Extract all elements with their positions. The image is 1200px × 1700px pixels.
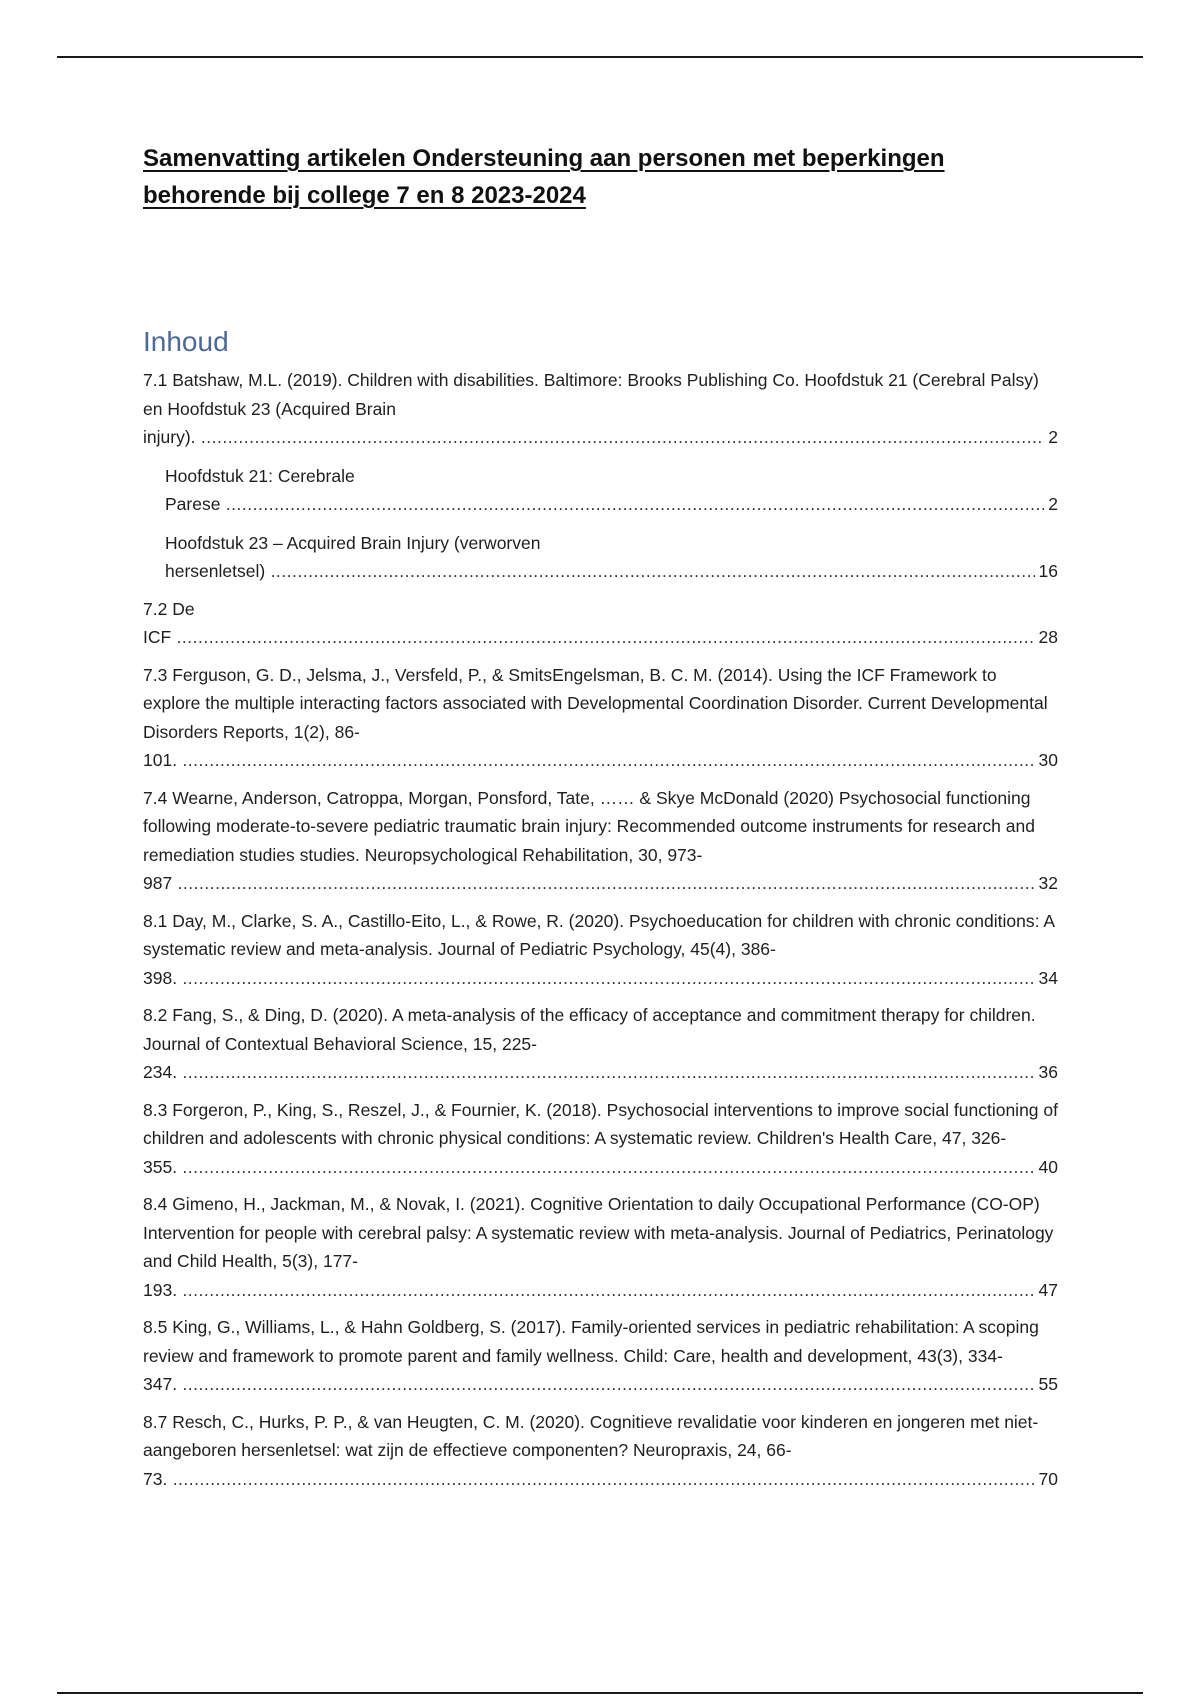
toc-entry-7-4[interactable]	[143, 784, 1058, 898]
toc-entry-page: 36	[1035, 1058, 1058, 1087]
toc-entry-8-1[interactable]	[143, 907, 1058, 993]
toc-heading: Inhoud	[143, 326, 229, 357]
toc-entry-hoofdstuk-23[interactable]	[143, 529, 1058, 586]
toc-entry-8-4[interactable]	[143, 1190, 1058, 1304]
toc-entry-page: 34	[1035, 964, 1058, 993]
toc-entry-text: 7.1 Batshaw, M.L. (2019). Children with disabilities. Baltimore: Brooks Publishing Co. Hoofdstuk 21 (Cerebral Palsy) en Hoofdstuk 23 (Acquired Brain injury). .....	[143, 370, 1058, 447]
toc-entry-text: 7.2 De ICF .....	[143, 599, 1058, 648]
toc-entry-text: 8.3 Forgeron, P., King, S., Reszel, J., & Fournier, K. (2018). Psychosocial interventions to improve social functioning of children and adolescents with chronic physical conditions: A systematic review. Children's Health Care, 47, 326-355. .....	[143, 1100, 1058, 1177]
toc-entry-page: 47	[1035, 1276, 1058, 1305]
toc-entry-7-3[interactable]	[143, 661, 1058, 775]
toc-entry-page: 2	[1044, 490, 1058, 519]
toc-entry-text: 7.4 Wearne, Anderson, Catroppa, Morgan, Ponsford, Tate, …… & Skye McDonald (2020) Psychosocial functioning following moderate-to-severe pediatric traumatic brain injury: Recommended outcome instruments for research and remediation studies studies. Neuropsychological Rehabilitation, 30, 973-987 .....	[143, 788, 1058, 894]
toc-entry-page: 30	[1035, 746, 1058, 775]
toc-entry-text: 8.2 Fang, S., & Ding, D. (2020). A meta-analysis of the efficacy of acceptance and commitment therapy for children. Journal of Contextual Behavioral Science, 15, 225-234. .....	[143, 1005, 1058, 1082]
document-title-line-2: behorende bij college 7 en 8 2023-2024	[143, 182, 586, 209]
toc-entry-text: 8.4 Gimeno, H., Jackman, M., & Novak, I. (2021). Cognitive Orientation to daily Occupational Performance (CO-OP) Intervention for people with cerebral palsy: A systematic review with meta-analysis. Journal of Pediatrics, Perinatology and Child Health, 5(3), 177-193. .....	[143, 1194, 1058, 1300]
toc-entry-page: 2	[1044, 423, 1058, 452]
toc-entry-text: 8.5 King, G., Williams, L., & Hahn Goldberg, S. (2017). Family-oriented services in pediatric rehabilitation: A scoping review and framework to promote parent and family wellness. Child: Care, health and development, 43(3), 334-347. .....	[143, 1317, 1058, 1394]
toc-entry-text: 8.1 Day, M., Clarke, S. A., Castillo-Eito, L., & Rowe, R. (2020). Psychoeducation for children with chronic conditions: A systematic review and meta-analysis. Journal of Pediatric Psychology, 45(4), 386-398. .....	[143, 911, 1058, 988]
toc-entry-text: Hoofdstuk 23 – Acquired Brain Injury (verworven hersenletsel) .....	[165, 533, 1058, 582]
toc-entry-text: 8.7 Resch, C., Hurks, P. P., & van Heugten, C. M. (2020). Cognitieve revalidatie voor kinderen en jongeren met niet-aangeboren hersenletsel: wat zijn de effectieve componenten? Neuropraxis, 24, 66-73. .....	[143, 1412, 1058, 1489]
toc-entry-8-3[interactable]	[143, 1096, 1058, 1182]
toc-entry-8-2[interactable]	[143, 1001, 1058, 1087]
toc-entry-text: 7.3 Ferguson, G. D., Jelsma, J., Versfeld, P., & SmitsEngelsman, B. C. M. (2014). Using the ICF Framework to explore the multiple interacting factors associated with Developmental Coordination Disorder. Current Developmental Disorders Reports, 1(2), 86-101. .....	[143, 665, 1058, 771]
header-rule	[57, 56, 1143, 58]
toc-entry-page: 28	[1035, 623, 1058, 652]
toc-entry-page: 55	[1035, 1370, 1058, 1399]
toc-entry-text: Hoofdstuk 21: Cerebrale Parese .....	[165, 466, 1058, 515]
toc-entry-page: 70	[1035, 1465, 1058, 1494]
toc-entry-7-1[interactable]	[143, 366, 1058, 452]
toc-entry-7-2[interactable]	[143, 595, 1058, 652]
toc-entry-page: 16	[1035, 557, 1058, 586]
document-title-line-1: Samenvatting artikelen Ondersteuning aan personen met beperkingen	[143, 145, 945, 172]
toc-entry-page: 40	[1035, 1153, 1058, 1182]
table-of-contents	[143, 366, 1058, 1493]
toc-entry-hoofdstuk-21[interactable]	[143, 462, 1058, 519]
toc-entry-8-5[interactable]	[143, 1313, 1058, 1399]
toc-entry-8-7[interactable]	[143, 1408, 1058, 1494]
document-title	[143, 140, 1058, 214]
toc-entry-page: 32	[1035, 869, 1058, 898]
footer-rule	[57, 1692, 1143, 1694]
page-content	[143, 140, 1058, 1493]
